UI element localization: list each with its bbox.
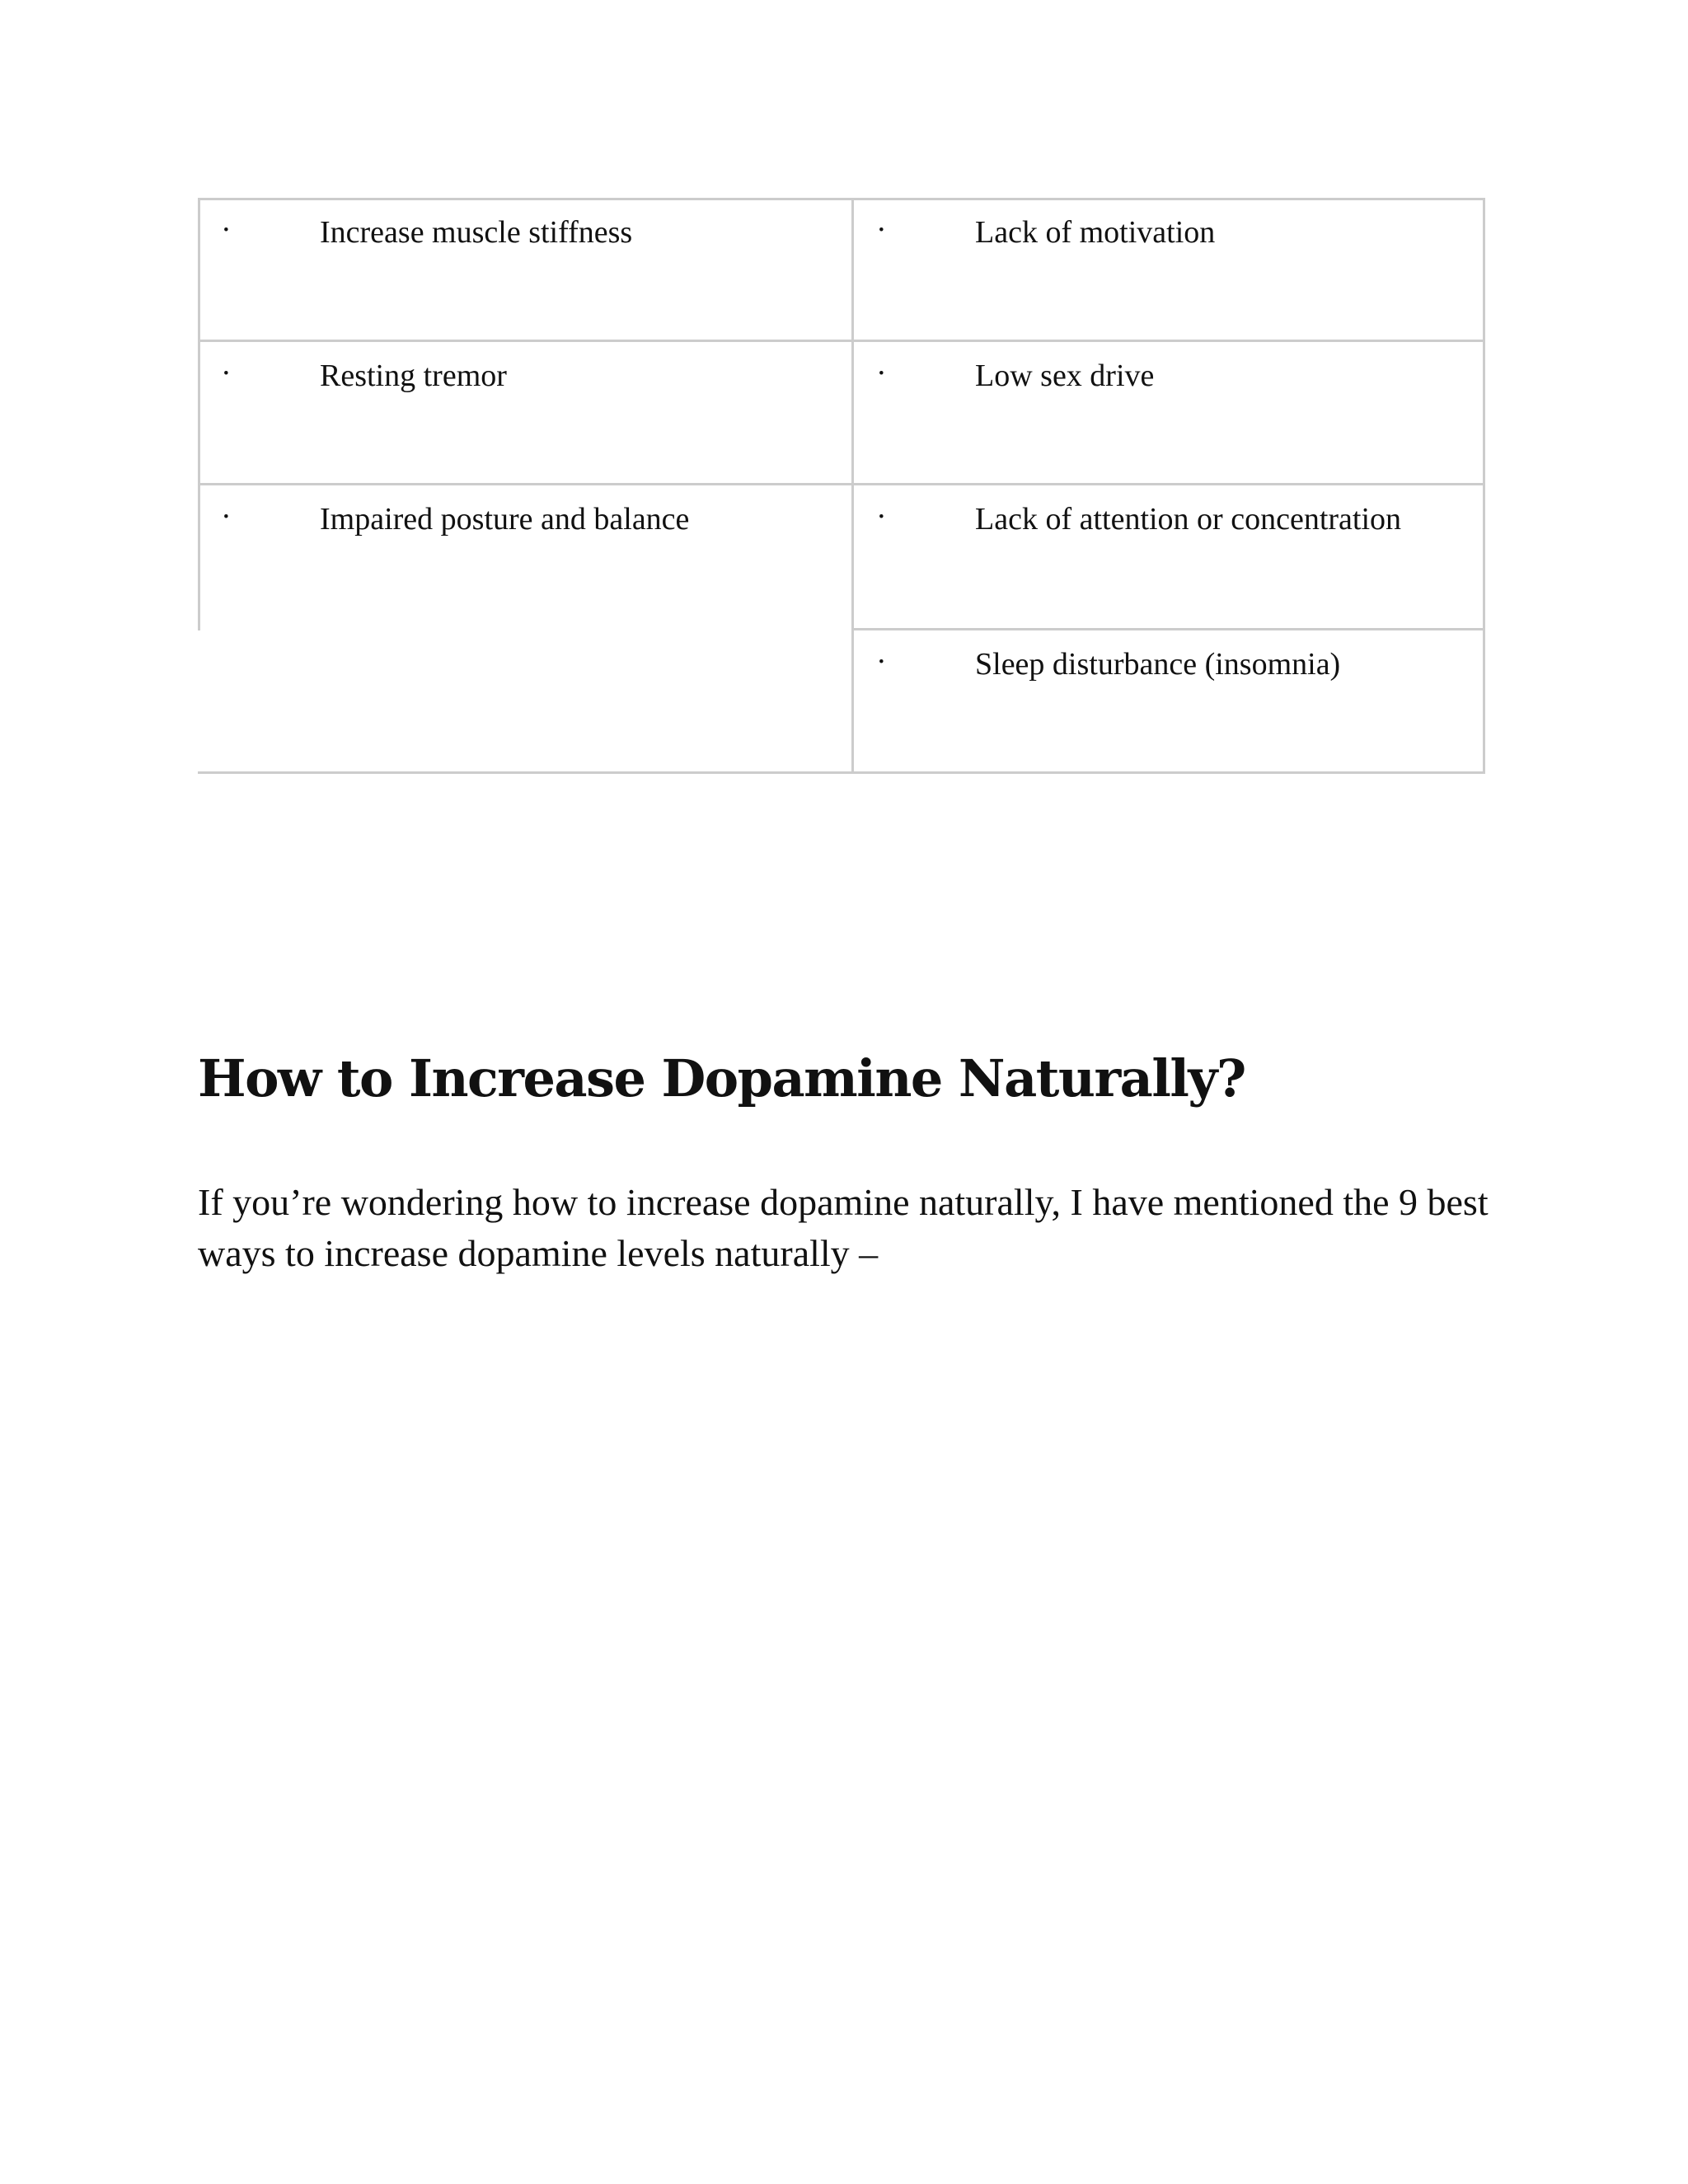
table-cell-right [853, 198, 1483, 340]
symptom-table [198, 198, 1485, 775]
symptom-text: Sleep disturbance (insomnia) [975, 647, 1341, 682]
bullet-marker: · [876, 644, 887, 679]
symptom-text: Lack of attention or concentration [975, 502, 1402, 537]
symptom-text: Low sex drive [975, 359, 1155, 393]
bullet-marker: · [221, 213, 232, 247]
section-heading: How to Increase Dopamine Naturally? [198, 1048, 1245, 1108]
table-cell-right [853, 485, 1483, 628]
table-border-bottom [198, 771, 1485, 774]
symptom-text: Resting tremor [320, 359, 507, 393]
symptom-text: Lack of motivation [975, 215, 1216, 250]
bullet-marker: · [221, 356, 232, 391]
bullet-marker: · [876, 213, 887, 247]
symptom-text: Impaired posture and balance [320, 502, 690, 537]
table-border-right [1483, 198, 1485, 774]
table-cell-left [198, 485, 852, 626]
bullet-marker: · [876, 499, 887, 534]
table-cell-right [853, 630, 1483, 771]
table-cell-left [198, 341, 852, 483]
table-cell-right [853, 341, 1483, 483]
bullet-marker: · [221, 499, 232, 534]
bullet-marker: · [876, 356, 887, 391]
intro-paragraph: If you’re wondering how to increase dopamine naturally, I have mentioned the 9 best ways to increase dopamine levels naturally – [198, 1181, 1489, 1274]
symptom-text: Increase muscle stiffness [320, 215, 633, 250]
table-cell-left [198, 198, 852, 340]
